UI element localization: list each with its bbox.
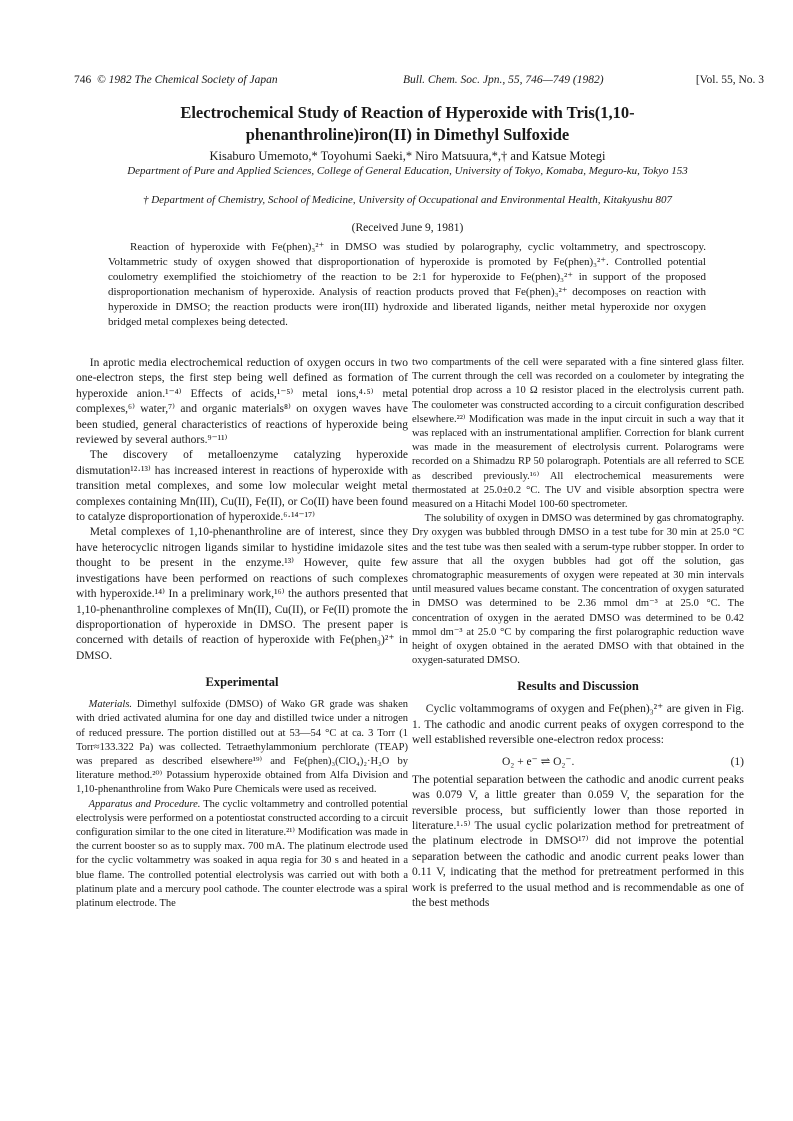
left-column	[76, 356, 408, 911]
results-paragraph: The potential separation between the cathodic and anodic current peaks was 0.079 V, a little greater than 0.059 V, the separation for the reversible process, but sufficiently lower than those reported in literature.¹·⁵⁾ The usual cyclic polarization method for pretreatment of the platinum electrode in DMSO¹⁷⁾ did not improve the potential separation between the cathodic and anodic current peaks lower than 0.11 V, indicating that the method for pretreatment performed in this work is preferred to the usual method and is recommendable as one of the best methods	[412, 773, 744, 909]
materials-text: Dimethyl sulfoxide (DMSO) of Wako GR grade was shaken with dried activated alumina for one day and distilled twice under a nitrogen of reduced pressure. The portion distilled out at 53—54 °C at ca. 3 Torr (1 Torr≈133.322 Pa) was collected. Tetraethylammonium perchlorate (TEAP) was prepared as described elsewhere¹⁹⁾ and Fe(phen)₃(ClO₄)₂·H₂O by literature method.²⁰⁾ Potassium hyperoxide obtained from Alfa Division and 1,10-phenanthroline from Wako Pure Chemicals were used as received.	[76, 699, 408, 796]
intro-paragraph-2: The discovery of metalloenzyme catalyzing hyperoxide dismutation¹²·¹³⁾ has increased interest in reactions of hyperoxide with transition metal complexes, and some low molecular weight metal complexes containing Mn(III), Cu(II), Fe(II), or Co(II) have been found to catalyze disproportionation of hyperoxide.⁶·¹⁴⁻¹⁷⁾	[76, 449, 408, 524]
equation-body: O₂ + e⁻ ⇌ O₂⁻.	[502, 755, 575, 768]
author-list: Kisaburo Umemoto,* Toyohumi Saeki,* Niro Matsuura,*,† and Katsue Motegi	[209, 149, 606, 163]
affiliation-tokyo: Department of Pure and Applied Sciences, College of General Education, University of Tokyo, Komaba, Meguro-ku, Tokyo 153	[127, 165, 688, 177]
right-column	[412, 356, 744, 911]
abstract: Reaction of hyperoxide with Fe(phen)₃²⁺ in DMSO was studied by polarography, cyclic voltammetry, and spectroscopy. Voltammetric study of oxygen showed that disproportionation of hyperoxide is promoted by Fe(phen)₃²⁺. Controlled potential coulometry exemplified the stoichiometry of the reaction to be 2:1 for hyperoxide to Fe(phen)₃²⁺ in support of the proposed disproportionation mechanism of hyperoxide. Analysis of reaction products proved that Fe(phen)₃²⁺ decomposes on reaction with hyperoxide in DMSO; the reaction products were iron(III) hydroxide and liberated ligands, neither metal hyperoxide nor oxygen bridged metal complexes being detected.	[108, 241, 706, 328]
intro-paragraph-3: Metal complexes of 1,10-phenanthroline are of interest, since they have heterocyclic nitrogen ligands similar to hystidine imidazole sites thought to be present in the enzyme.¹³⁾ However, quite few investigations have been performed on reactions of such complexes with hyperoxide.¹⁴⁾ In a preliminary work,¹⁶⁾ the authors presented that 1,10-phenanthroline complexes of Mn(II), Cu(II), or Fe(II) promote the disproportionation of hyperoxide in DMSO. The present paper is concerned with details of reaction of hyperoxide with Fe(phen₃)²⁺ in DMSO.	[76, 526, 408, 662]
received-date: (Received June 9, 1981)	[351, 222, 464, 234]
materials-paragraph	[76, 698, 408, 797]
results-intro-paragraph: Cyclic voltammograms of oxygen and Fe(phen)₃²⁺ are given in Fig. 1. The cathodic and anodic current peaks of oxygen correspond to the well established reversible one-electron redox process:	[412, 703, 744, 747]
apparatus-run-in-heading: Apparatus and Procedure.	[88, 798, 201, 810]
affiliation-kitakyushu: † Department of Chemistry, School of Medicine, University of Occupational and Environmental Health, Kitakyushu 807	[142, 194, 673, 206]
results-heading: Results and Discussion	[517, 679, 639, 694]
materials-run-in-heading: Materials.	[88, 699, 133, 711]
procedure-continued-paragraph: two compartments of the cell were separated with a fine sintered glass filter. The current through the cell was recorded on a coulometer by integrating the potential drop across a 10 Ω resistor placed in the electrolysis current path. The coulometer was constructed according to a circuit configuration described elsewhere.²²⁾ Modification was made in the input circuit in such a way that it was replaced with an instrumentational amplifier. Correction for blank current was made in the measurement of electrolysis current. Polarograms were recorded on a Shimadzu RP 50 polarograph. Potentials are all referred to SCE as described previously.¹⁶⁾ All electrochemical measurements were thermostated at 25.0±0.2 °C. The UV and visible absorption spectra were measured on a Hitachi Model 100-60 spectrometer.	[412, 357, 744, 511]
oxygen-solubility-paragraph: The solubility of oxygen in DMSO was determined by gas chromatography. Dry oxygen was bubbled through DMSO in a test tube for 30 min at 25.0 °C and the test tube was then sealed with a serum-type rubber stopper. In order to assure that all the oxygen bubbles had got off the solution, gas chromatographic measurements of oxygen were repeated at 30 min intervals until measured values became constant. The concentration of oxygen saturated in DMSO was determined to be 2.36 mmol dm⁻³ at 25.0 °C. The concentration of oxygen in the aerated DMSO was determined to be 0.42 mmol dm⁻³ at 25.0 °C by comparing the first polarographic reduction wave height of oxygen obtained in the aerated DMSO with that obtained in the oxygen-saturated DMSO.	[412, 513, 744, 667]
volume-issue: [Vol. 55, No. 3	[695, 74, 764, 86]
apparatus-text: The cyclic voltammetry and controlled potential electrolysis were performed on a potentiostat constructed according to a circuit configuration similar to the one cited in literature.²¹⁾ Modification was made in the current booster so as to supply max. 700 mA. The platinum electrode used for the cyclic voltammetry was soaked in aqua regia for 30 s and heated in a blue flame. The controlled potential electrolysis was carried out with both a platinum plate and a mercury pool cathode. The counter electrode was a spiral platinum electrode. The	[76, 798, 409, 909]
page-number: 746	[74, 74, 92, 86]
running-head	[74, 72, 764, 88]
experimental-heading: Experimental	[205, 675, 279, 690]
equation-1	[412, 753, 744, 771]
equation-number: (1)	[730, 755, 744, 768]
copyright-notice: © 1982 The Chemical Society of Japan	[97, 74, 278, 86]
article-title: Electrochemical Study of Reaction of Hyperoxide with Tris(1,10-phenanthroline)iron(II) in Dimethyl Sulfoxide	[180, 103, 635, 144]
intro-paragraph-1: In aprotic media electrochemical reduction of oxygen occurs in two one-electron steps, the first step being well defined as formation of hyperoxide anion.¹⁻⁴⁾ Effects of acids,¹⁻⁵⁾ metal ions,⁴·⁵⁾ metal complexes,⁶⁾ water,⁷⁾ and organic materials⁸⁾ on oxygen waves have been studied, general characteristics of reactions of hyperoxide being reviewed by several authors.⁹⁻¹¹⁾	[76, 357, 408, 447]
apparatus-paragraph	[76, 798, 408, 912]
journal-citation: Bull. Chem. Soc. Jpn., 55, 746—749 (1982)	[403, 74, 604, 86]
